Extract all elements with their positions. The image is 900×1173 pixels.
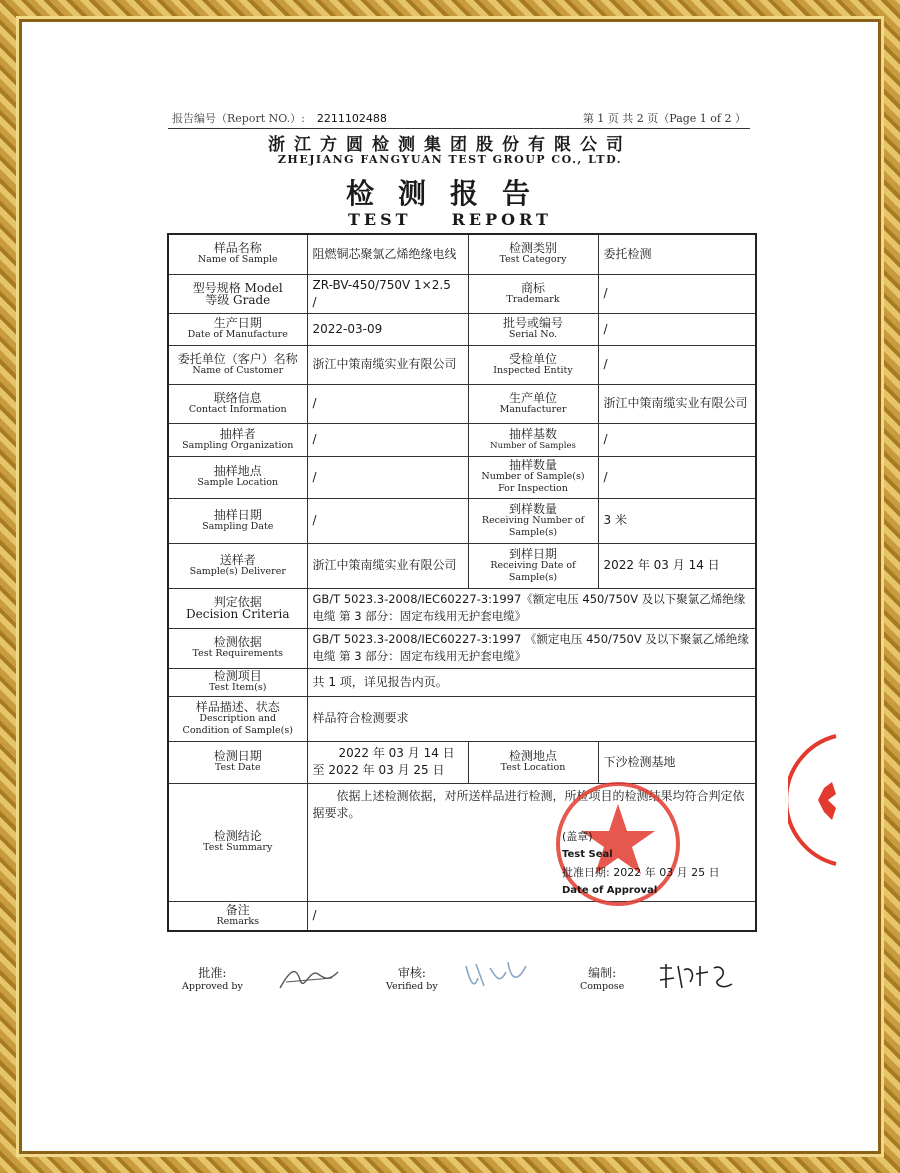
composer-signature [656, 960, 736, 994]
table-row [168, 628, 756, 668]
company-name-en: ZHEJIANG FANGYUAN TEST GROUP CO., LTD. [277, 153, 623, 166]
label-manufacturer: 生产单位 Manufacturer [468, 384, 598, 423]
label-model: 型号规格 Model 等级 Grade [168, 274, 307, 313]
value-receiving-date: 2022 年 03 月 14 日 [598, 543, 756, 588]
table-row [168, 313, 756, 345]
verifier-signature [460, 956, 534, 998]
value-serial: / [598, 313, 756, 345]
label-requirements: 检测依据 Test Requirements [168, 628, 307, 668]
label-remarks: 备注 Remarks [168, 901, 307, 931]
page-info: 第 1 页 共 2 页（Page 1 of 2 ） [582, 112, 746, 125]
value-summary: 依据上述检测依据，对所送样品进行检测，所检项目的检测结果均符合判定依据要求。 [307, 783, 756, 901]
value-num-inspection: / [598, 456, 756, 498]
table-row [168, 456, 756, 498]
table-row [168, 588, 756, 628]
table-row [168, 274, 756, 313]
table-row [168, 234, 756, 274]
value-contact: / [307, 384, 468, 423]
table-row [168, 384, 756, 423]
label-num-inspection: 抽样数量 Number of Sample(s) For Inspection [468, 456, 598, 498]
value-test-date: 2022 年 03 月 14 日 至 2022 年 03 月 25 日 [307, 741, 468, 783]
value-remarks: / [307, 901, 756, 931]
label-deliverer: 送样者 Sample(s) Deliverer [168, 543, 307, 588]
label-test-category: 检测类别 Test Category [468, 234, 598, 274]
value-manufacturer: 浙江中策南缆实业有限公司 [598, 384, 756, 423]
partial-seal [788, 730, 838, 870]
value-requirements: GB/T 5023.3-2008/IEC60227-3:1997 《额定电压 450/750V 及以下聚氯乙烯绝缘电缆 第 3 部分：固定布线用无护套电缆》 [307, 628, 756, 668]
label-sample-location: 抽样地点 Sample Location [168, 456, 307, 498]
label-inspected-entity: 受检单位 Inspected Entity [468, 345, 598, 384]
table-row [168, 696, 756, 741]
value-test-category: 委托检测 [598, 234, 756, 274]
table-row [168, 668, 756, 696]
label-receiving-date: 到样日期 Receiving Date of Sample(s) [468, 543, 598, 588]
value-receiving-number: 3 米 [598, 498, 756, 543]
company-name-cn: 浙江方圆检测集团股份有限公司 [268, 135, 632, 155]
signature-row [0, 960, 900, 1010]
value-deliverer: 浙江中策南缆实业有限公司 [307, 543, 468, 588]
label-test-item: 检测项目 Test Item(s) [168, 668, 307, 696]
compose: 编制: Compose [580, 966, 625, 992]
report-title-cn: 检测报告 [345, 177, 554, 210]
approver-signature [276, 960, 342, 996]
label-description: 样品描述、状态 Description and Condition of Sample(s) [168, 696, 307, 741]
value-sample-location: / [307, 456, 468, 498]
label-sampling-org: 抽样者 Sampling Organization [168, 423, 307, 456]
value-model: ZR-BV-450/750V 1×2.5 / [307, 274, 468, 313]
table-row [168, 543, 756, 588]
value-sampling-org: / [307, 423, 468, 456]
value-sample-name: 阻燃铜芯聚氯乙烯绝缘电线 [307, 234, 468, 274]
table-row [168, 498, 756, 543]
label-num-samples: 抽样基数 Number of Samples [468, 423, 598, 456]
label-sampling-date: 抽样日期 Sampling Date [168, 498, 307, 543]
table-row [168, 423, 756, 456]
report-header-line [168, 110, 750, 129]
value-num-samples: / [598, 423, 756, 456]
table-row [168, 345, 756, 384]
approved-by: 批准: Approved by [182, 966, 243, 992]
value-test-item: 共 1 项，详见报告内页。 [307, 668, 756, 696]
label-customer: 委托单位（客户）名称 Name of Customer [168, 345, 307, 384]
report-title-en: TEST REPORT [348, 210, 552, 229]
report-number: 报告编号（Report NO.）: 2211102488 [172, 112, 387, 125]
value-inspected-entity: / [598, 345, 756, 384]
label-test-date: 检测日期 Test Date [168, 741, 307, 783]
label-trademark: 商标 Trademark [468, 274, 598, 313]
value-description: 样品符合检测要求 [307, 696, 756, 741]
value-customer: 浙江中策南缆实业有限公司 [307, 345, 468, 384]
label-serial: 批号或编号 Serial No. [468, 313, 598, 345]
verified-by: 审核: Verified by [386, 966, 438, 992]
value-sampling-date: / [307, 498, 468, 543]
label-contact: 联络信息 Contact Information [168, 384, 307, 423]
approval-block: (盖章) Test Seal 批准日期: 2022 年 03 月 25 日 Date of Approval [562, 830, 720, 896]
value-manufacture-date: 2022-03-09 [307, 313, 468, 345]
value-test-location: 下沙检测基地 [598, 741, 756, 783]
label-receiving-number: 到样数量 Receiving Number of Sample(s) [468, 498, 598, 543]
value-decision: GB/T 5023.3-2008/IEC60227-3:1997《额定电压 450/750V 及以下聚氯乙烯绝缘电缆 第 3 部分：固定布线用无护套电缆》 [307, 588, 756, 628]
label-manufacture-date: 生产日期 Date of Manufacture [168, 313, 307, 345]
label-test-location: 检测地点 Test Location [468, 741, 598, 783]
label-sample-name: 样品名称 Name of Sample [168, 234, 307, 274]
label-decision: 判定依据 Decision Criteria [168, 588, 307, 628]
label-summary: 检测结论 Test Summary [168, 783, 307, 901]
value-trademark: / [598, 274, 756, 313]
